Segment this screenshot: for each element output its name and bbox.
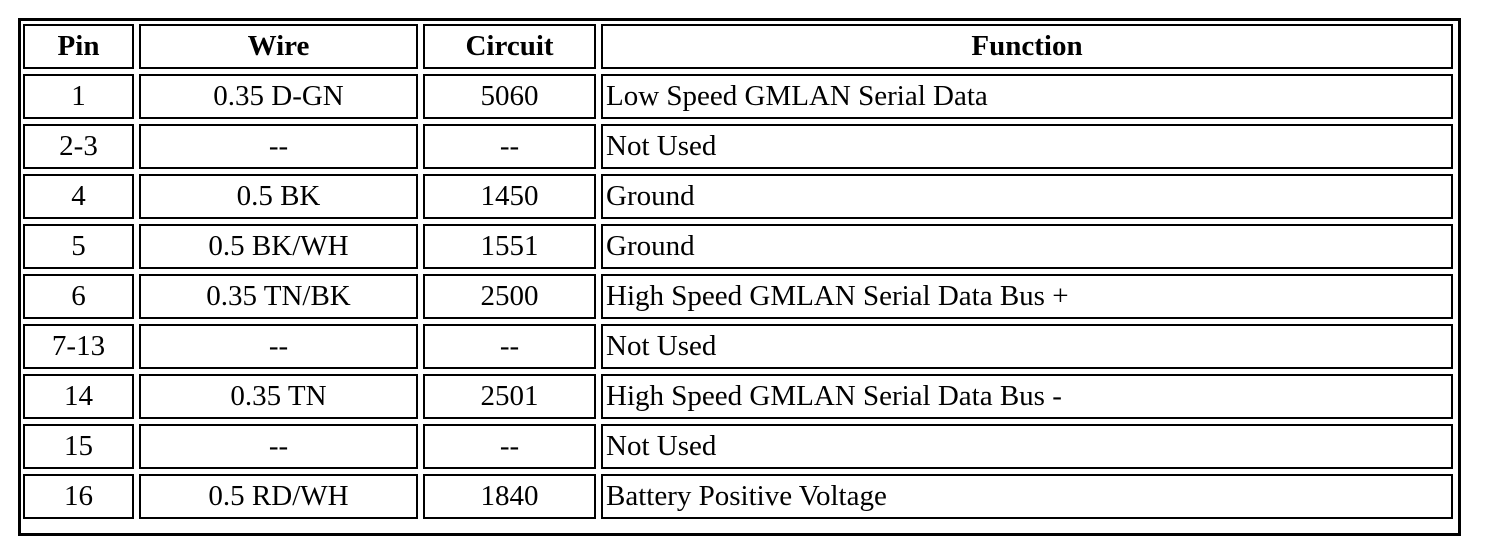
cell-wire: 0.35 TN/BK — [139, 274, 418, 319]
cell-pin: 14 — [23, 374, 134, 419]
cell-pin: 16 — [23, 474, 134, 519]
table-row — [23, 374, 1453, 419]
cell-function: Not Used — [601, 124, 1453, 169]
cell-function: Battery Positive Voltage — [601, 474, 1453, 519]
table-body — [23, 74, 1453, 519]
cell-circuit: 1551 — [423, 224, 596, 269]
header-wire: Wire — [139, 24, 418, 69]
table-header-row — [23, 24, 1453, 69]
table-row — [23, 74, 1453, 119]
cell-circuit: -- — [423, 324, 596, 369]
cell-wire: 0.5 RD/WH — [139, 474, 418, 519]
cell-function: Not Used — [601, 324, 1453, 369]
cell-wire: 0.5 BK/WH — [139, 224, 418, 269]
cell-circuit: 5060 — [423, 74, 596, 119]
cell-circuit: 2501 — [423, 374, 596, 419]
cell-function: Ground — [601, 174, 1453, 219]
table-row — [23, 324, 1453, 369]
cell-pin: 5 — [23, 224, 134, 269]
table-row — [23, 474, 1453, 519]
cell-circuit: -- — [423, 424, 596, 469]
cell-wire: 0.35 D-GN — [139, 74, 418, 119]
cell-pin: 4 — [23, 174, 134, 219]
cell-function: High Speed GMLAN Serial Data Bus - — [601, 374, 1453, 419]
cell-circuit: 2500 — [423, 274, 596, 319]
cell-function: Low Speed GMLAN Serial Data — [601, 74, 1453, 119]
header-circuit: Circuit — [423, 24, 596, 69]
cell-function: Not Used — [601, 424, 1453, 469]
header-pin: Pin — [23, 24, 134, 69]
cell-pin: 2-3 — [23, 124, 134, 169]
cell-circuit: -- — [423, 124, 596, 169]
table-row — [23, 274, 1453, 319]
cell-function: High Speed GMLAN Serial Data Bus + — [601, 274, 1453, 319]
cell-wire: 0.35 TN — [139, 374, 418, 419]
cell-function: Ground — [601, 224, 1453, 269]
cell-pin: 7-13 — [23, 324, 134, 369]
cell-circuit: 1840 — [423, 474, 596, 519]
connector-pinout-table — [18, 19, 1458, 524]
table-row — [23, 124, 1453, 169]
cell-wire: -- — [139, 124, 418, 169]
table-row — [23, 174, 1453, 219]
cell-wire: 0.5 BK — [139, 174, 418, 219]
cell-wire: -- — [139, 424, 418, 469]
table-row — [23, 224, 1453, 269]
cell-pin: 15 — [23, 424, 134, 469]
table-row — [23, 424, 1453, 469]
header-function: Function — [601, 24, 1453, 69]
cell-pin: 1 — [23, 74, 134, 119]
cell-wire: -- — [139, 324, 418, 369]
cell-circuit: 1450 — [423, 174, 596, 219]
cell-pin: 6 — [23, 274, 134, 319]
